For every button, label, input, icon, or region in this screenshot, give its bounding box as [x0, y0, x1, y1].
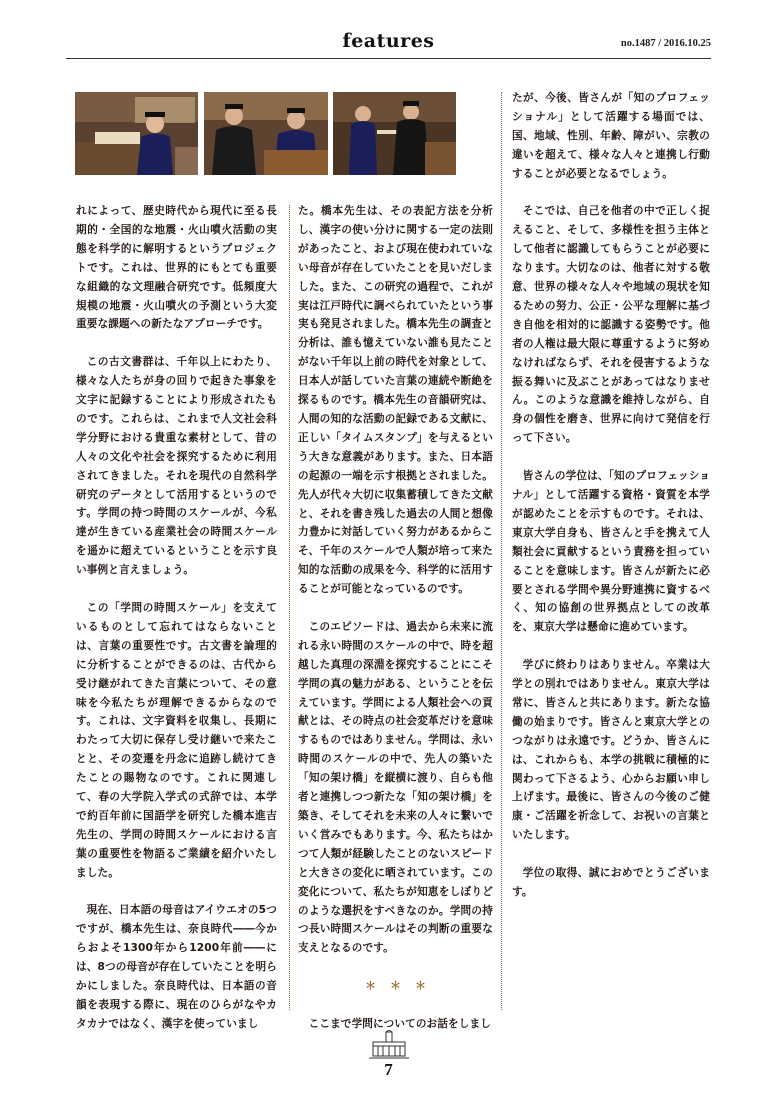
paragraph: ここまで学問についてのお話をしまし	[308, 1017, 492, 1030]
paragraph: れによって、歴史時代から現代に至る長期的・全国的な地震・火山噴火活動の実態を科学的に解明するというプロジェクトです。これは、世界的にもとても重要な組織的な文理融合研究です。低頻度大規模の地震・火山噴火の予測という大変重要な課題への新たなアプローチです。	[76, 205, 277, 331]
photo-graduate-speech-at-lectern-icon	[75, 92, 198, 175]
article-column-2	[298, 202, 493, 1034]
paragraph: この「学問の時間スケール」を支えているものとして忘れてはならないことは、言葉の重要性です。古文書を論理的に分析することができるのは、古代から受け継がれてきた言葉について、その意味を今私たちが理解できるからなのです。これは、文字資料を収集し、長期にわたって大切に保存し受け継いで来たことと、その変遷を丹念に追跡し続けてきたことの賜物なのです。これに関連して、春の大学院入学式の式辞では、本学で約百年前に国語学を研究した橋本進吉先生の、学問の時間スケールにおける言葉の重要性を物語るご業績を紹介いたしました。	[76, 602, 277, 879]
page-number: 7	[384, 1060, 393, 1079]
paragraph: た。橋本先生は、その表記方法を分析し、漢字の使い分けに関する一定の法則があったこと、および現在使われていない母音が存在していたことを見いだしました。また、この研究の過程で、これが実は江戸時代に調べられていたという事実も発見されました。橋本先生の調査と分析は、誰も憶えていない誰も見たことがない千年以上前の時代を対象として、日本人が話していた言葉の連続や断絶を探るものです。橋本先生の音韻研究は、人間の知的な活動の記録である文献に、正しい「タイムスタンプ」を与えるという大きな意義があります。また、日本語の起源の一端を示す根拠とされました。先人が代々大切に収集蓄積してきた文献と、それを書き残した過去の人間と想像力豊かに対話していく努力があるからこそ、千年のスケールで人類が培って来た知的な活動の成果を今、科学的に活用することが可能となっているのです。	[298, 205, 493, 596]
paragraph: 皆さんの学位は、「知のプロフェッショナル」として活躍する資格・資質を本学が認めたことを示すものです。それは、東京大学自身も、皆さんと手を携えて人類社会に貢献するという責務を担っていることを意味します。皆さんが新たに必要とされる学問や異分野連携に資するべく、知の協創の世界拠点としての改革を、東京大学は懸命に進めています。	[512, 470, 710, 634]
article-column-1	[76, 202, 277, 1034]
paragraph: この古文書群は、千年以上にわたり、様々な人たちが身の回りで起きた事象を文字に記録することにより形成されたものです。これらは、これまで人文社会科学分野における貴重な素材として、昔の人々の文化や社会を探究するために利用されてきました。それを現代の自然科学研究のデータとして活用するというのです。学問の持つ時間のスケールが、今私達が生きている産業社会の時間スケールを遥かに超えているということを示す良い事例と言えましょう。	[76, 356, 277, 577]
paragraph: 学位の取得、誠におめでとうございます。	[512, 867, 710, 898]
article-column-3	[512, 89, 710, 902]
photo-diploma-handover-icon	[333, 92, 456, 175]
column-divider	[289, 205, 290, 1010]
paragraph: 学びに終わりはありません。卒業は大学との別れではありません。東京大学は常に、皆さんと共にあります。新たな協働の始まりです。皆さんと東京大学とのつながりは永遠です。どうか、皆さんには、これからも、本学の挑戦に積極的に関わって下さるよう、心からお願い申し上げます。最後に、皆さんの今後のご健康・ご活躍を祈念して、お祝いの言葉といたします。	[512, 659, 710, 842]
issue-info: no.1487 / 2016.10.25	[620, 38, 711, 49]
photo-faculty-at-podium-icon	[204, 92, 328, 175]
paragraph: そこでは、自己を他者の中で正しく捉えること、そして、多様性を担う主体として他者に認識してもらうことが必要になります。大切なのは、他者に対する敬意、世界の様々な人々や地域の現状を知るための努力、公正・公平な理解に基づき自他を相対的に認識する姿勢です。他者の人権は最大限に尊重するように努めなければならず、それを侵害するような振る舞いに及ぶことがあってはなりません。このような意識を維持しながら、自身の個性を磨き、世界に向けて発信を行って下さい。	[512, 205, 710, 445]
header-rule	[66, 58, 711, 59]
university-building-logo-icon	[369, 1030, 409, 1062]
section-title: features	[342, 30, 435, 52]
paragraph: 現在、日本語の母音はアイウエオの5つですが、橋本先生は、奈良時代――今からおよそ1300年から1200年前――には、8つの母音が存在していたことを明らかにしました。奈良時代は、日本語の音韻を表現する際に、現在のひらがなやカタカナではなく、漢字を使っていまし	[76, 904, 277, 1030]
section-separator: ＊＊＊	[365, 979, 440, 993]
paragraph: このエピソードは、過去から未来に流れる永い時間のスケールの中で、時を超越した真理の深淵を探究することにこそ学問の真の魅力がある、ということを伝えています。学問による人類社会への貢献とは、その時点の社会変革だけを意味するものではありません。学問は、永い時間のスケールの中で、先人の築いた「知の架け橋」を縦横に渡り、自らも他者と連携しつつ新たな「知の架け橋」を築き、そしてそれを未来の人々に繋いでいく営みでもあります。今、私たちはかつて人類が経験したことのないスピードと大きさの変化に晒されています。この変化について、私たちが知恵をしぼりどのような選択をすべきなのか。学問の持つ長い時間スケールはその判断の重要な支えとなるのです。	[298, 620, 493, 955]
paragraph: たが、今後、皆さんが「知のプロフェッショナル」として活躍する場面では、国、地域、性別、年齢、障がい、宗教の違いを超えて、様々な人々と連携し行動することが必要となるでしょう。	[512, 92, 710, 180]
column-divider	[501, 92, 502, 1010]
